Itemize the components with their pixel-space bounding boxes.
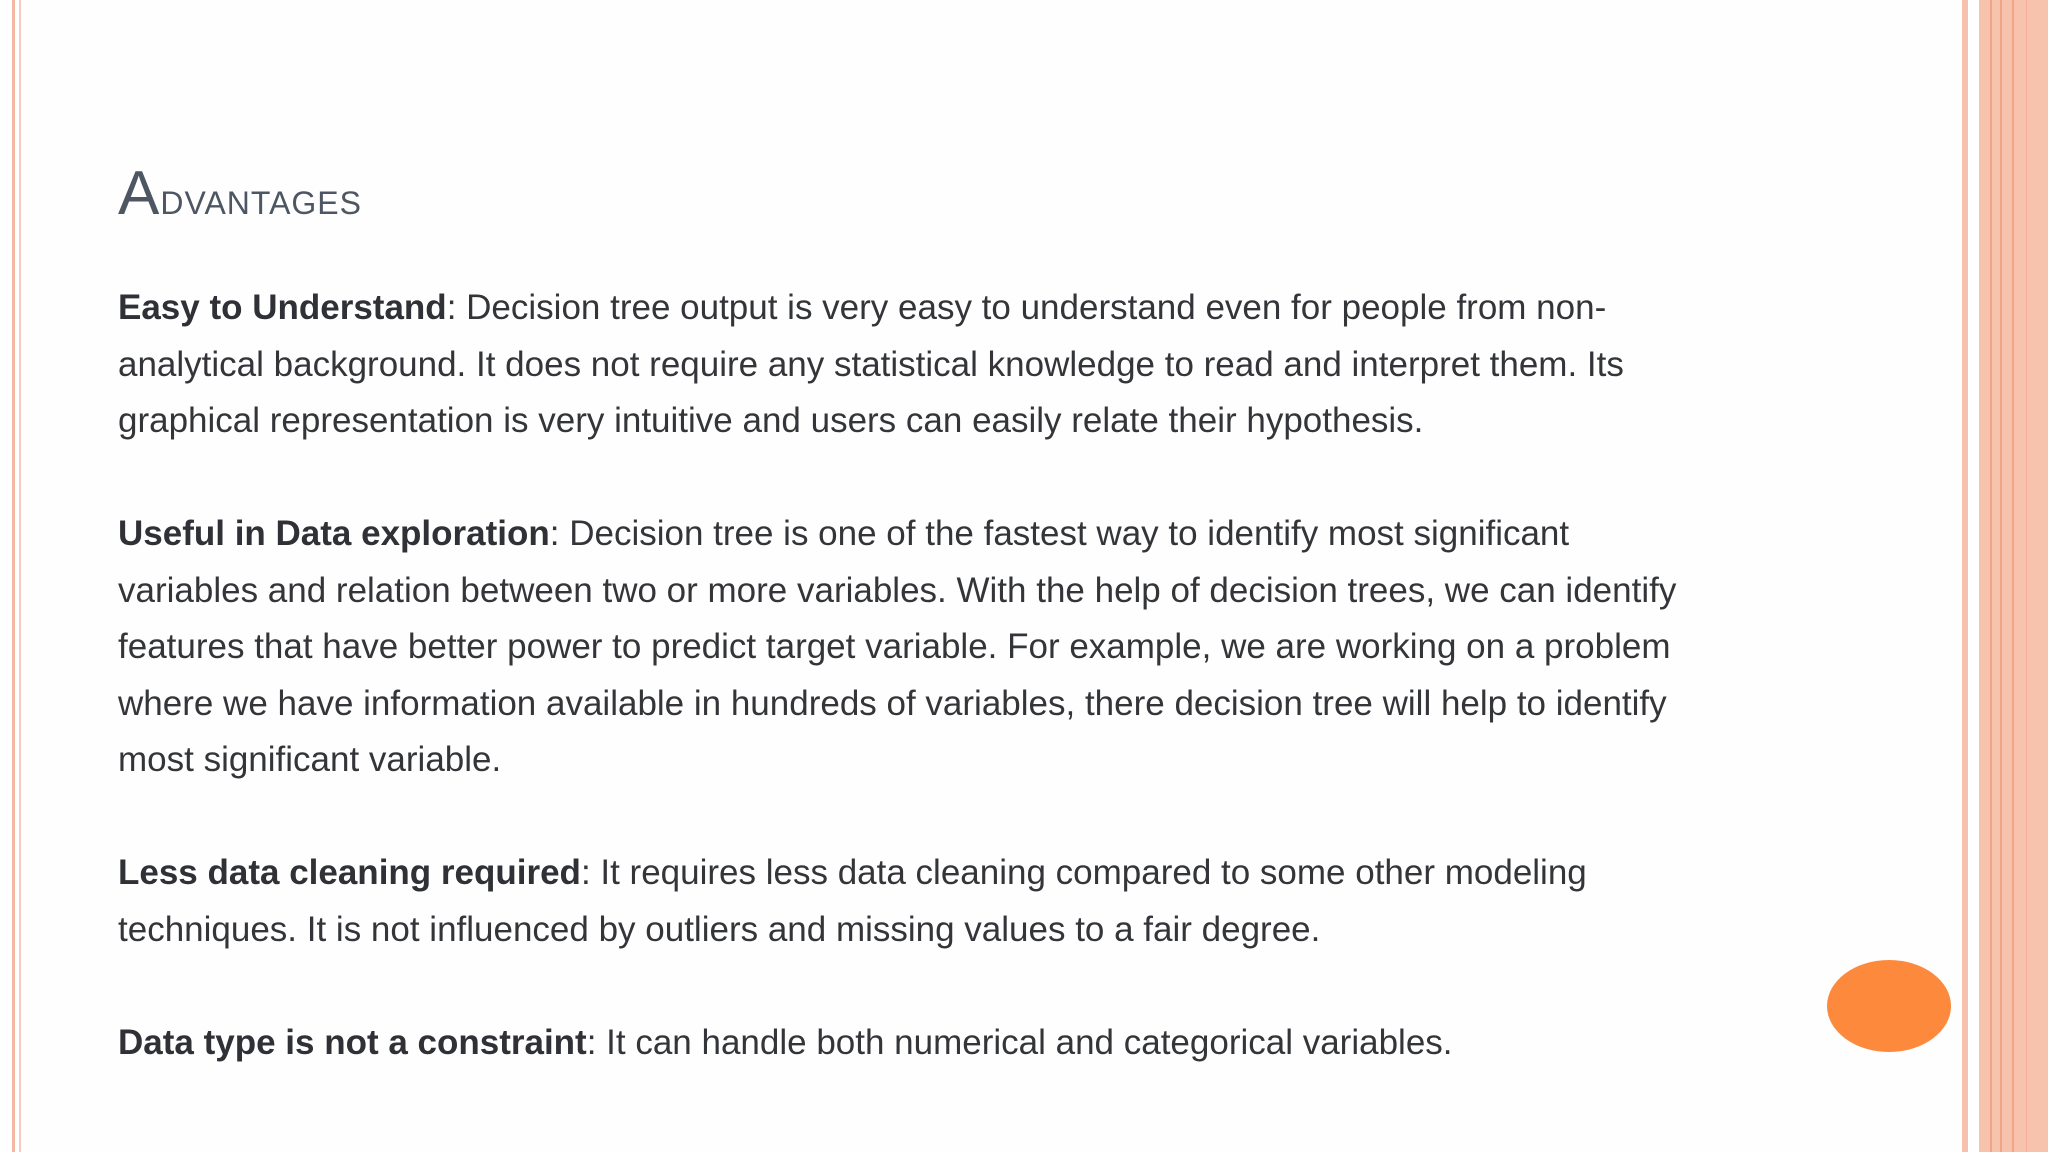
decorative-orange-circle [1827, 960, 1951, 1052]
advantage-text: : Decision tree is one of the fastest way to identify most significant [549, 514, 1570, 553]
advantage-term: Useful in Data exploration [118, 514, 550, 553]
advantage-paragraph [118, 506, 1858, 789]
text-line: features that have better power to predict target variable. For example, we are working on a problem [118, 627, 1671, 666]
text-line [118, 845, 1858, 902]
right-border-line [2026, 0, 2027, 1152]
text-line [118, 280, 1858, 337]
advantage-text: : It can handle both numerical and categorical variables. [586, 1022, 1453, 1062]
text-line: techniques. It is not influenced by outliers and missing values to a fair degree. [118, 909, 1321, 949]
advantage-paragraph [118, 280, 1858, 450]
text-line [118, 506, 1858, 563]
left-border-stripe [12, 0, 15, 1152]
text-line: analytical background. It does not require any statistical knowledge to read and interpret them. Its [118, 344, 1624, 384]
advantage-paragraph [118, 1015, 1858, 1072]
right-border-line [2012, 0, 2014, 1152]
text-line [118, 1015, 1858, 1072]
advantage-paragraph [118, 845, 1858, 958]
slide-title-initial: A [118, 159, 161, 228]
slide-title [118, 158, 362, 229]
slide-title-rest: dvantages [160, 173, 362, 224]
text-line: variables and relation between two or more variables. With the help of decision trees, we can identify [118, 570, 1677, 610]
advantage-term: Data type is not a constraint [118, 1022, 587, 1062]
advantage-text: : It requires less data cleaning compared to some other modeling [580, 853, 1587, 892]
text-line: most significant variable. [118, 740, 502, 779]
text-line: where we have information available in hundreds of variables, there decision tree will help to identify [118, 683, 1667, 723]
left-border-stripe [19, 0, 21, 1152]
advantage-term: Less data cleaning required [118, 853, 581, 892]
advantage-text: : Decision tree output is very easy to understand even for people from non- [446, 288, 1607, 327]
right-border-gap [1968, 0, 1979, 1152]
advantage-term: Easy to Understand [118, 288, 447, 327]
text-line: graphical representation is very intuitive and users can easily relate their hypothesis. [118, 401, 1424, 440]
right-border-line [2000, 0, 2002, 1152]
right-border-line [1990, 0, 1992, 1152]
slide-body [118, 280, 1858, 1128]
